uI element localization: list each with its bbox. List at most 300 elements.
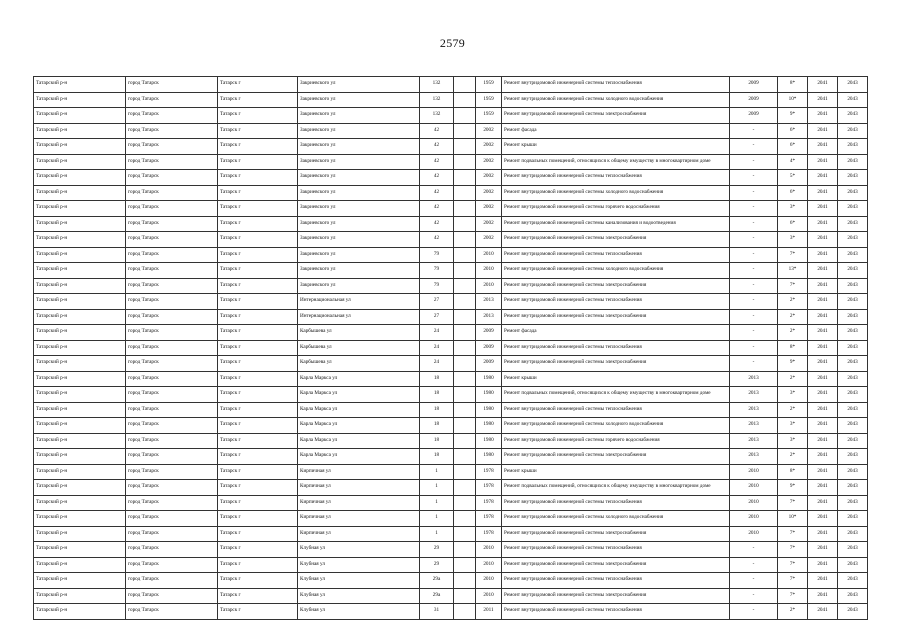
street-cell: Закриевского ул — [298, 263, 420, 279]
start-year-cell: 2041 — [808, 325, 838, 341]
settlement-cell: город Татарск — [126, 92, 218, 108]
locality-cell: Татарск г — [218, 108, 298, 124]
house-number-cell: 24 — [420, 340, 454, 356]
locality-cell: Татарск г — [218, 263, 298, 279]
house-number-cell: 18 — [420, 371, 454, 387]
work-type-cell: Ремонт внутридомовой инженерной системы теплоснабжения — [502, 604, 730, 620]
building-letter-cell — [454, 232, 476, 248]
priority-cell: 3* — [778, 232, 808, 248]
building-letter-cell — [454, 77, 476, 93]
settlement-cell: город Татарск — [126, 588, 218, 604]
start-year-cell: 2041 — [808, 294, 838, 310]
district-cell: Татарский р-н — [34, 77, 126, 93]
last-repair-year-cell: - — [730, 278, 778, 294]
building-letter-cell — [454, 557, 476, 573]
table-row — [34, 294, 868, 310]
last-repair-year-cell: 2013 — [730, 387, 778, 403]
street-cell: Закриевского ул — [298, 278, 420, 294]
work-type-cell: Ремонт внутридомовой инженерной системы холодного водоснабжения — [502, 185, 730, 201]
house-number-cell: 132 — [420, 108, 454, 124]
table-row — [34, 92, 868, 108]
settlement-cell: город Татарск — [126, 108, 218, 124]
street-cell: Карбышева ул — [298, 356, 420, 372]
building-letter-cell — [454, 108, 476, 124]
settlement-cell: город Татарск — [126, 511, 218, 527]
last-repair-year-cell: 2013 — [730, 418, 778, 434]
start-year-cell: 2041 — [808, 356, 838, 372]
locality-cell: Татарск г — [218, 294, 298, 310]
work-type-cell: Ремонт внутридомовой инженерной системы горячего водоснабжения — [502, 433, 730, 449]
work-type-cell: Ремонт внутридомовой инженерной системы электроснабжения — [502, 232, 730, 248]
last-repair-year-cell: 2010 — [730, 495, 778, 511]
house-number-cell: 79 — [420, 278, 454, 294]
table-row — [34, 449, 868, 465]
start-year-cell: 2041 — [808, 495, 838, 511]
work-type-cell: Ремонт внутридомовой инженерной системы теплоснабжения — [502, 542, 730, 558]
year-built-cell: 2002 — [476, 139, 502, 155]
start-year-cell: 2041 — [808, 201, 838, 217]
street-cell: Карбышева ул — [298, 325, 420, 341]
last-repair-year-cell: 2010 — [730, 480, 778, 496]
last-repair-year-cell: - — [730, 542, 778, 558]
house-number-cell: 42 — [420, 154, 454, 170]
district-cell: Татарский р-н — [34, 588, 126, 604]
end-year-cell: 2043 — [838, 449, 868, 465]
table-row — [34, 371, 868, 387]
building-letter-cell — [454, 340, 476, 356]
settlement-cell: город Татарск — [126, 325, 218, 341]
year-built-cell: 2011 — [476, 604, 502, 620]
locality-cell: Татарск г — [218, 371, 298, 387]
district-cell: Татарский р-н — [34, 526, 126, 542]
district-cell: Татарский р-н — [34, 604, 126, 620]
locality-cell: Татарск г — [218, 418, 298, 434]
end-year-cell: 2043 — [838, 557, 868, 573]
end-year-cell: 2043 — [838, 123, 868, 139]
locality-cell: Татарск г — [218, 325, 298, 341]
start-year-cell: 2041 — [808, 588, 838, 604]
table-row — [34, 216, 868, 232]
start-year-cell: 2041 — [808, 263, 838, 279]
last-repair-year-cell: - — [730, 154, 778, 170]
work-type-cell: Ремонт подвальных помещений, относящихся к общему имуществу в многоквартирном доме — [502, 154, 730, 170]
house-number-cell: 42 — [420, 201, 454, 217]
settlement-cell: город Татарск — [126, 139, 218, 155]
priority-cell: 2* — [778, 294, 808, 310]
start-year-cell: 2041 — [808, 387, 838, 403]
work-type-cell: Ремонт внутридомовой инженерной системы теплоснабжения — [502, 247, 730, 263]
locality-cell: Татарск г — [218, 309, 298, 325]
settlement-cell: город Татарск — [126, 480, 218, 496]
year-built-cell: 2010 — [476, 247, 502, 263]
work-type-cell: Ремонт внутридомовой инженерной системы теплоснабжения — [502, 402, 730, 418]
house-number-cell: 42 — [420, 170, 454, 186]
work-type-cell: Ремонт внутридомовой инженерной системы электроснабжения — [502, 356, 730, 372]
end-year-cell: 2043 — [838, 325, 868, 341]
work-type-cell: Ремонт крыши — [502, 139, 730, 155]
settlement-cell: город Татарск — [126, 294, 218, 310]
table-row — [34, 201, 868, 217]
year-built-cell: 1978 — [476, 511, 502, 527]
priority-cell: 5* — [778, 170, 808, 186]
street-cell: Закриевского ул — [298, 92, 420, 108]
end-year-cell: 2043 — [838, 573, 868, 589]
start-year-cell: 2041 — [808, 123, 838, 139]
building-letter-cell — [454, 123, 476, 139]
settlement-cell: город Татарск — [126, 309, 218, 325]
building-letter-cell — [454, 139, 476, 155]
district-cell: Татарский р-н — [34, 201, 126, 217]
priority-cell: 10* — [778, 92, 808, 108]
street-cell: Кирпичная ул — [298, 495, 420, 511]
table-row — [34, 464, 868, 480]
house-number-cell: 27 — [420, 294, 454, 310]
settlement-cell: город Татарск — [126, 573, 218, 589]
priority-cell: 6* — [778, 216, 808, 232]
start-year-cell: 2041 — [808, 418, 838, 434]
locality-cell: Татарск г — [218, 185, 298, 201]
district-cell: Татарский р-н — [34, 449, 126, 465]
district-cell: Татарский р-н — [34, 108, 126, 124]
priority-cell: 9* — [778, 356, 808, 372]
start-year-cell: 2041 — [808, 480, 838, 496]
last-repair-year-cell: - — [730, 294, 778, 310]
last-repair-year-cell: - — [730, 123, 778, 139]
start-year-cell: 2041 — [808, 77, 838, 93]
street-cell: Клубная ул — [298, 557, 420, 573]
settlement-cell: город Татарск — [126, 340, 218, 356]
settlement-cell: город Татарск — [126, 232, 218, 248]
locality-cell: Татарск г — [218, 495, 298, 511]
table-row — [34, 185, 868, 201]
start-year-cell: 2041 — [808, 185, 838, 201]
year-built-cell: 2009 — [476, 356, 502, 372]
last-repair-year-cell: 2013 — [730, 449, 778, 465]
settlement-cell: город Татарск — [126, 464, 218, 480]
last-repair-year-cell: - — [730, 588, 778, 604]
district-cell: Татарский р-н — [34, 356, 126, 372]
building-letter-cell — [454, 433, 476, 449]
table-row — [34, 123, 868, 139]
priority-cell: 2* — [778, 604, 808, 620]
locality-cell: Татарск г — [218, 557, 298, 573]
end-year-cell: 2043 — [838, 371, 868, 387]
end-year-cell: 2043 — [838, 294, 868, 310]
settlement-cell: город Татарск — [126, 170, 218, 186]
locality-cell: Татарск г — [218, 123, 298, 139]
house-number-cell: 18 — [420, 449, 454, 465]
district-cell: Татарский р-н — [34, 232, 126, 248]
locality-cell: Татарск г — [218, 247, 298, 263]
priority-cell: 2* — [778, 371, 808, 387]
last-repair-year-cell: 2013 — [730, 371, 778, 387]
street-cell: Кирпичная ул — [298, 511, 420, 527]
district-cell: Татарский р-н — [34, 154, 126, 170]
locality-cell: Татарск г — [218, 511, 298, 527]
start-year-cell: 2041 — [808, 139, 838, 155]
district-cell: Татарский р-н — [34, 340, 126, 356]
locality-cell: Татарск г — [218, 464, 298, 480]
priority-cell: 7* — [778, 588, 808, 604]
start-year-cell: 2041 — [808, 557, 838, 573]
district-cell: Татарский р-н — [34, 387, 126, 403]
start-year-cell: 2041 — [808, 604, 838, 620]
building-letter-cell — [454, 387, 476, 403]
work-type-cell: Ремонт крыши — [502, 464, 730, 480]
start-year-cell: 2041 — [808, 433, 838, 449]
start-year-cell: 2041 — [808, 92, 838, 108]
building-letter-cell — [454, 588, 476, 604]
work-type-cell: Ремонт внутридомовой инженерной системы теплоснабжения — [502, 495, 730, 511]
district-cell: Татарский р-н — [34, 464, 126, 480]
work-type-cell: Ремонт внутридомовой инженерной системы электроснабжения — [502, 588, 730, 604]
district-cell: Татарский р-н — [34, 557, 126, 573]
end-year-cell: 2043 — [838, 185, 868, 201]
street-cell: Клубная ул — [298, 573, 420, 589]
last-repair-year-cell: - — [730, 201, 778, 217]
locality-cell: Татарск г — [218, 402, 298, 418]
table-row — [34, 356, 868, 372]
table-row — [34, 108, 868, 124]
end-year-cell: 2043 — [838, 340, 868, 356]
street-cell: Карла Маркса ул — [298, 418, 420, 434]
settlement-cell: город Татарск — [126, 247, 218, 263]
building-letter-cell — [454, 495, 476, 511]
street-cell: Кирпичная ул — [298, 480, 420, 496]
table-row — [34, 418, 868, 434]
locality-cell: Татарск г — [218, 588, 298, 604]
year-built-cell: 2010 — [476, 263, 502, 279]
locality-cell: Татарск г — [218, 232, 298, 248]
end-year-cell: 2043 — [838, 464, 868, 480]
street-cell: Кирпичная ул — [298, 526, 420, 542]
end-year-cell: 2043 — [838, 263, 868, 279]
table-row — [34, 309, 868, 325]
house-number-cell: 42 — [420, 185, 454, 201]
priority-cell: 7* — [778, 573, 808, 589]
district-cell: Татарский р-н — [34, 573, 126, 589]
building-letter-cell — [454, 294, 476, 310]
locality-cell: Татарск г — [218, 433, 298, 449]
priority-cell: 2* — [778, 402, 808, 418]
street-cell: Клубная ул — [298, 588, 420, 604]
end-year-cell: 2043 — [838, 511, 868, 527]
year-built-cell: 2013 — [476, 309, 502, 325]
district-cell: Татарский р-н — [34, 511, 126, 527]
page-number: 2579 — [439, 36, 466, 50]
house-number-cell: 42 — [420, 123, 454, 139]
priority-cell: 9* — [778, 480, 808, 496]
house-number-cell: 24 — [420, 325, 454, 341]
last-repair-year-cell: - — [730, 604, 778, 620]
street-cell: Закриевского ул — [298, 185, 420, 201]
district-cell: Татарский р-н — [34, 294, 126, 310]
year-built-cell: 2010 — [476, 588, 502, 604]
start-year-cell: 2041 — [808, 573, 838, 589]
building-letter-cell — [454, 371, 476, 387]
start-year-cell: 2041 — [808, 402, 838, 418]
house-number-cell: 29 — [420, 542, 454, 558]
locality-cell: Татарск г — [218, 154, 298, 170]
priority-cell: 2* — [778, 309, 808, 325]
locality-cell: Татарск г — [218, 92, 298, 108]
last-repair-year-cell: - — [730, 247, 778, 263]
priority-cell: 2* — [778, 325, 808, 341]
priority-cell: 7* — [778, 557, 808, 573]
start-year-cell: 2041 — [808, 232, 838, 248]
work-type-cell: Ремонт внутридомовой инженерной системы электроснабжения — [502, 557, 730, 573]
house-number-cell: 1 — [420, 480, 454, 496]
last-repair-year-cell: - — [730, 325, 778, 341]
start-year-cell: 2041 — [808, 542, 838, 558]
last-repair-year-cell: 2010 — [730, 464, 778, 480]
street-cell: Закриевского ул — [298, 247, 420, 263]
street-cell: Карла Маркса ул — [298, 387, 420, 403]
district-cell: Татарский р-н — [34, 278, 126, 294]
street-cell: Карбышева ул — [298, 340, 420, 356]
table-row — [34, 232, 868, 248]
house-number-cell: 29а — [420, 588, 454, 604]
district-cell: Татарский р-н — [34, 263, 126, 279]
priority-cell: 7* — [778, 278, 808, 294]
house-number-cell: 18 — [420, 418, 454, 434]
priority-cell: 6* — [778, 185, 808, 201]
street-cell: Закриевского ул — [298, 170, 420, 186]
last-repair-year-cell: - — [730, 139, 778, 155]
building-letter-cell — [454, 278, 476, 294]
district-cell: Татарский р-н — [34, 371, 126, 387]
repair-schedule-table — [33, 76, 868, 620]
work-type-cell: Ремонт внутридомовой инженерной системы холодного водоснабжения — [502, 263, 730, 279]
street-cell: Карла Маркса ул — [298, 402, 420, 418]
priority-cell: 3* — [778, 201, 808, 217]
priority-cell: 2* — [778, 449, 808, 465]
last-repair-year-cell: - — [730, 170, 778, 186]
work-type-cell: Ремонт внутридомовой инженерной системы канализования и водоотведения — [502, 216, 730, 232]
house-number-cell: 29а — [420, 573, 454, 589]
work-type-cell: Ремонт внутридомовой инженерной системы электроснабжения — [502, 449, 730, 465]
last-repair-year-cell: - — [730, 573, 778, 589]
building-letter-cell — [454, 356, 476, 372]
end-year-cell: 2043 — [838, 542, 868, 558]
year-built-cell: 1959 — [476, 108, 502, 124]
house-number-cell: 1 — [420, 511, 454, 527]
last-repair-year-cell: - — [730, 263, 778, 279]
end-year-cell: 2043 — [838, 402, 868, 418]
house-number-cell: 79 — [420, 263, 454, 279]
start-year-cell: 2041 — [808, 154, 838, 170]
building-letter-cell — [454, 573, 476, 589]
end-year-cell: 2043 — [838, 588, 868, 604]
district-cell: Татарский р-н — [34, 185, 126, 201]
start-year-cell: 2041 — [808, 449, 838, 465]
building-letter-cell — [454, 92, 476, 108]
settlement-cell: город Татарск — [126, 263, 218, 279]
building-letter-cell — [454, 418, 476, 434]
house-number-cell: 132 — [420, 77, 454, 93]
locality-cell: Татарск г — [218, 170, 298, 186]
locality-cell: Татарск г — [218, 139, 298, 155]
house-number-cell: 132 — [420, 92, 454, 108]
street-cell: Карла Маркса ул — [298, 433, 420, 449]
year-built-cell: 1980 — [476, 418, 502, 434]
priority-cell: 7* — [778, 526, 808, 542]
building-letter-cell — [454, 263, 476, 279]
street-cell: Закриевского ул — [298, 216, 420, 232]
year-built-cell: 2002 — [476, 185, 502, 201]
table-row — [34, 511, 868, 527]
year-built-cell: 1980 — [476, 449, 502, 465]
work-type-cell: Ремонт внутридомовой инженерной системы электроснабжения — [502, 278, 730, 294]
last-repair-year-cell: 2013 — [730, 433, 778, 449]
building-letter-cell — [454, 542, 476, 558]
settlement-cell: город Татарск — [126, 449, 218, 465]
locality-cell: Татарск г — [218, 340, 298, 356]
locality-cell: Татарск г — [218, 278, 298, 294]
settlement-cell: город Татарск — [126, 542, 218, 558]
district-cell: Татарский р-н — [34, 480, 126, 496]
table-row — [34, 495, 868, 511]
building-letter-cell — [454, 464, 476, 480]
house-number-cell: 79 — [420, 247, 454, 263]
settlement-cell: город Татарск — [126, 154, 218, 170]
work-type-cell: Ремонт внутридомовой инженерной системы электроснабжения — [502, 108, 730, 124]
start-year-cell: 2041 — [808, 511, 838, 527]
last-repair-year-cell: 2009 — [730, 108, 778, 124]
table-row — [34, 433, 868, 449]
end-year-cell: 2043 — [838, 526, 868, 542]
year-built-cell: 2002 — [476, 154, 502, 170]
work-type-cell: Ремонт подвальных помещений, относящихся к общему имуществу в многоквартирном доме — [502, 387, 730, 403]
last-repair-year-cell: 2009 — [730, 92, 778, 108]
street-cell: Кирпичная ул — [298, 464, 420, 480]
settlement-cell: город Татарск — [126, 77, 218, 93]
district-cell: Татарский р-н — [34, 123, 126, 139]
priority-cell: 6* — [778, 139, 808, 155]
street-cell: Клубная ул — [298, 542, 420, 558]
street-cell: Интернациональная ул — [298, 294, 420, 310]
end-year-cell: 2043 — [838, 139, 868, 155]
priority-cell: 3* — [778, 418, 808, 434]
table-row — [34, 154, 868, 170]
year-built-cell: 1959 — [476, 92, 502, 108]
last-repair-year-cell: 2010 — [730, 526, 778, 542]
building-letter-cell — [454, 480, 476, 496]
district-cell: Татарский р-н — [34, 92, 126, 108]
last-repair-year-cell: 2010 — [730, 511, 778, 527]
last-repair-year-cell: - — [730, 340, 778, 356]
house-number-cell: 18 — [420, 402, 454, 418]
street-cell: Закриевского ул — [298, 108, 420, 124]
district-cell: Татарский р-н — [34, 325, 126, 341]
building-letter-cell — [454, 201, 476, 217]
year-built-cell: 1978 — [476, 526, 502, 542]
year-built-cell: 1978 — [476, 464, 502, 480]
start-year-cell: 2041 — [808, 170, 838, 186]
table-row — [34, 340, 868, 356]
end-year-cell: 2043 — [838, 201, 868, 217]
locality-cell: Татарск г — [218, 356, 298, 372]
end-year-cell: 2043 — [838, 216, 868, 232]
building-letter-cell — [454, 511, 476, 527]
building-letter-cell — [454, 449, 476, 465]
start-year-cell: 2041 — [808, 108, 838, 124]
end-year-cell: 2043 — [838, 418, 868, 434]
start-year-cell: 2041 — [808, 247, 838, 263]
building-letter-cell — [454, 604, 476, 620]
last-repair-year-cell: - — [730, 185, 778, 201]
locality-cell: Татарск г — [218, 526, 298, 542]
